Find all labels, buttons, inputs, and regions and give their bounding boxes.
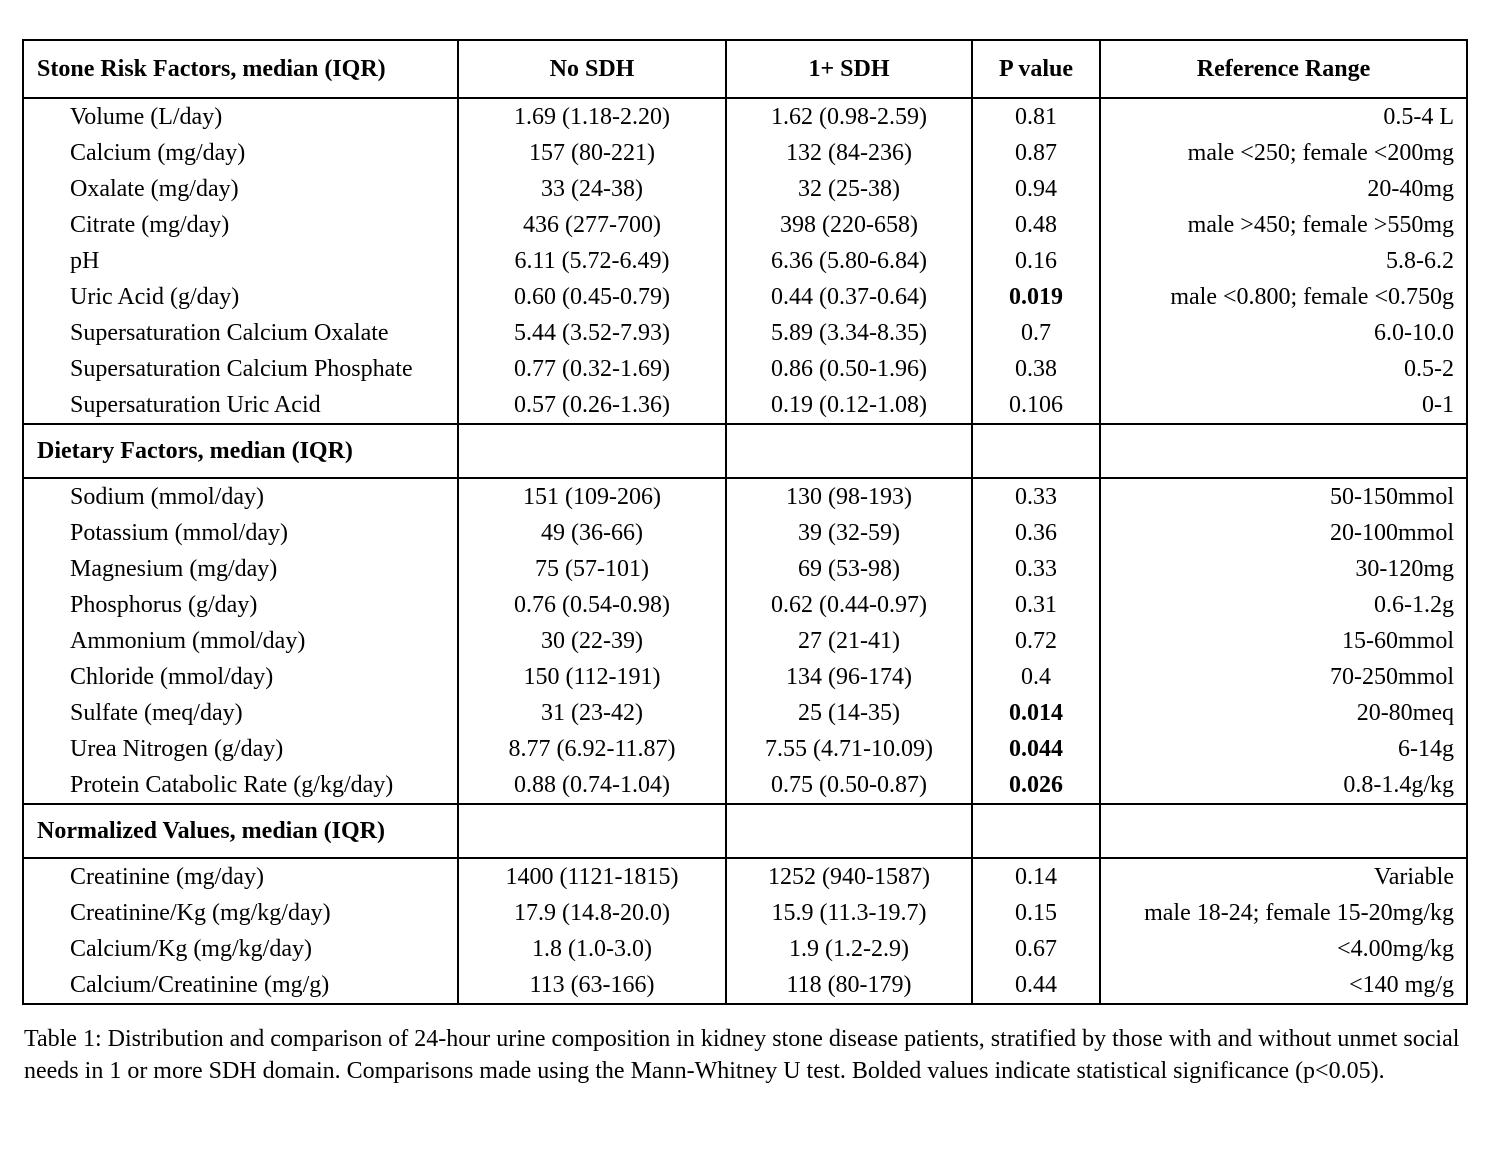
table-row: [23, 858, 1467, 895]
table-row: [23, 135, 1467, 171]
header-no-sdh: No SDH: [458, 40, 726, 98]
p-value: 0.36: [972, 515, 1100, 551]
reference-range: 70-250mmol: [1100, 659, 1467, 695]
p-value: 0.31: [972, 587, 1100, 623]
sdh-value: 0.19 (0.12-1.08): [726, 387, 972, 424]
p-value: 0.33: [972, 551, 1100, 587]
p-value: 0.4: [972, 659, 1100, 695]
no-sdh-value: 0.77 (0.32-1.69): [458, 351, 726, 387]
normalized-section-header: [23, 804, 1467, 858]
row-label: Sodium (mmol/day): [23, 478, 458, 515]
no-sdh-value: 30 (22-39): [458, 623, 726, 659]
reference-range: male 18-24; female 15-20mg/kg: [1100, 895, 1467, 931]
header-reference-range: Reference Range: [1100, 40, 1467, 98]
reference-range: 20-40mg: [1100, 171, 1467, 207]
p-value: 0.67: [972, 931, 1100, 967]
p-value: 0.16: [972, 243, 1100, 279]
table-row: [23, 515, 1467, 551]
sdh-value: 69 (53-98): [726, 551, 972, 587]
row-label: Uric Acid (g/day): [23, 279, 458, 315]
table-row: [23, 171, 1467, 207]
p-value: 0.019: [972, 279, 1100, 315]
reference-range: 6-14g: [1100, 731, 1467, 767]
p-value: 0.044: [972, 731, 1100, 767]
row-label: Ammonium (mmol/day): [23, 623, 458, 659]
row-label: pH: [23, 243, 458, 279]
table-row: [23, 315, 1467, 351]
p-value: 0.15: [972, 895, 1100, 931]
table-row: [23, 98, 1467, 135]
no-sdh-value: 6.11 (5.72-6.49): [458, 243, 726, 279]
no-sdh-value: 151 (109-206): [458, 478, 726, 515]
table-row: [23, 387, 1467, 424]
sdh-value: 118 (80-179): [726, 967, 972, 1004]
header-p-value: P value: [972, 40, 1100, 98]
p-value: 0.81: [972, 98, 1100, 135]
no-sdh-value: 31 (23-42): [458, 695, 726, 731]
no-sdh-value: 8.77 (6.92-11.87): [458, 731, 726, 767]
table-row: [23, 279, 1467, 315]
reference-range: 0-1: [1100, 387, 1467, 424]
table-row: [23, 623, 1467, 659]
reference-range: 6.0-10.0: [1100, 315, 1467, 351]
table-row: [23, 967, 1467, 1004]
sdh-value: 5.89 (3.34-8.35): [726, 315, 972, 351]
p-value: 0.38: [972, 351, 1100, 387]
row-label: Calcium/Creatinine (mg/g): [23, 967, 458, 1004]
no-sdh-value: 150 (112-191): [458, 659, 726, 695]
no-sdh-value: 0.60 (0.45-0.79): [458, 279, 726, 315]
table-row: [23, 695, 1467, 731]
sdh-value: 1252 (940-1587): [726, 858, 972, 895]
row-label: Sulfate (meq/day): [23, 695, 458, 731]
dietary-factors-heading: Dietary Factors, median (IQR): [23, 424, 458, 478]
reference-range: 0.8-1.4g/kg: [1100, 767, 1467, 804]
sdh-value: 1.9 (1.2-2.9): [726, 931, 972, 967]
p-value: 0.026: [972, 767, 1100, 804]
reference-range: 50-150mmol: [1100, 478, 1467, 515]
row-label: Protein Catabolic Rate (g/kg/day): [23, 767, 458, 804]
row-label: Supersaturation Calcium Phosphate: [23, 351, 458, 387]
reference-range: 20-80meq: [1100, 695, 1467, 731]
row-label: Citrate (mg/day): [23, 207, 458, 243]
stone-risk-section: [23, 98, 1467, 424]
sdh-value: 32 (25-38): [726, 171, 972, 207]
no-sdh-value: 49 (36-66): [458, 515, 726, 551]
sdh-value: 0.44 (0.37-0.64): [726, 279, 972, 315]
row-label: Supersaturation Calcium Oxalate: [23, 315, 458, 351]
sdh-value: 0.75 (0.50-0.87): [726, 767, 972, 804]
table-row: [23, 243, 1467, 279]
reference-range: <4.00mg/kg: [1100, 931, 1467, 967]
row-label: Oxalate (mg/day): [23, 171, 458, 207]
p-value: 0.87: [972, 135, 1100, 171]
sdh-value: 7.55 (4.71-10.09): [726, 731, 972, 767]
p-value: 0.48: [972, 207, 1100, 243]
no-sdh-value: 1400 (1121-1815): [458, 858, 726, 895]
p-value: 0.014: [972, 695, 1100, 731]
sdh-value: 1.62 (0.98-2.59): [726, 98, 972, 135]
header-stone-risk-factors: Stone Risk Factors, median (IQR): [23, 40, 458, 98]
sdh-value: 27 (21-41): [726, 623, 972, 659]
row-label: Urea Nitrogen (g/day): [23, 731, 458, 767]
no-sdh-value: 0.88 (0.74-1.04): [458, 767, 726, 804]
row-label: Phosphorus (g/day): [23, 587, 458, 623]
normalized-values-heading: Normalized Values, median (IQR): [23, 804, 458, 858]
dietary-section-header: [23, 424, 1467, 478]
reference-range: <140 mg/g: [1100, 967, 1467, 1004]
row-label: Potassium (mmol/day): [23, 515, 458, 551]
sdh-value: 398 (220-658): [726, 207, 972, 243]
reference-range: 30-120mg: [1100, 551, 1467, 587]
table-row: [23, 551, 1467, 587]
reference-range: 20-100mmol: [1100, 515, 1467, 551]
reference-range: male <250; female <200mg: [1100, 135, 1467, 171]
row-label: Volume (L/day): [23, 98, 458, 135]
sdh-value: 39 (32-59): [726, 515, 972, 551]
sdh-value: 0.86 (0.50-1.96): [726, 351, 972, 387]
reference-range: 0.6-1.2g: [1100, 587, 1467, 623]
table-row: [23, 895, 1467, 931]
row-label: Creatinine/Kg (mg/kg/day): [23, 895, 458, 931]
sdh-value: 0.62 (0.44-0.97): [726, 587, 972, 623]
sdh-value: 134 (96-174): [726, 659, 972, 695]
table-row: [23, 478, 1467, 515]
table-row: [23, 931, 1467, 967]
no-sdh-value: 1.69 (1.18-2.20): [458, 98, 726, 135]
p-value: 0.7: [972, 315, 1100, 351]
no-sdh-value: 0.57 (0.26-1.36): [458, 387, 726, 424]
normalized-section: [23, 858, 1467, 1004]
row-label: Supersaturation Uric Acid: [23, 387, 458, 424]
p-value: 0.33: [972, 478, 1100, 515]
table-row: [23, 659, 1467, 695]
row-label: Creatinine (mg/day): [23, 858, 458, 895]
p-value: 0.14: [972, 858, 1100, 895]
table-row: [23, 207, 1467, 243]
sdh-value: 130 (98-193): [726, 478, 972, 515]
urine-composition-table: [22, 39, 1468, 1005]
no-sdh-value: 75 (57-101): [458, 551, 726, 587]
p-value: 0.72: [972, 623, 1100, 659]
table-row: [23, 767, 1467, 804]
no-sdh-value: 0.76 (0.54-0.98): [458, 587, 726, 623]
no-sdh-value: 5.44 (3.52-7.93): [458, 315, 726, 351]
sdh-value: 25 (14-35): [726, 695, 972, 731]
no-sdh-value: 113 (63-166): [458, 967, 726, 1004]
table-row: [23, 351, 1467, 387]
reference-range: male <0.800; female <0.750g: [1100, 279, 1467, 315]
p-value: 0.106: [972, 387, 1100, 424]
table-row: [23, 731, 1467, 767]
p-value: 0.94: [972, 171, 1100, 207]
dietary-section: [23, 478, 1467, 804]
reference-range: 15-60mmol: [1100, 623, 1467, 659]
table-row: [23, 587, 1467, 623]
table-caption: Table 1: Distribution and comparison of 24-hour urine composition in kidney stone disease patients, stratified by those with and without unmet social needs in 1 or more SDH domain. Comparisons made using the Mann-Whitney U test. Bolded values indicate statistical significance (p<0.05).: [24, 1026, 1460, 1084]
table-header-row: [23, 40, 1467, 98]
p-value: 0.44: [972, 967, 1100, 1004]
no-sdh-value: 157 (80-221): [458, 135, 726, 171]
sdh-value: 132 (84-236): [726, 135, 972, 171]
reference-range: Variable: [1100, 858, 1467, 895]
sdh-value: 6.36 (5.80-6.84): [726, 243, 972, 279]
section-header-row: [23, 424, 1467, 478]
section-header-row: [23, 804, 1467, 858]
no-sdh-value: 1.8 (1.0-3.0): [458, 931, 726, 967]
header-1plus-sdh: 1+ SDH: [726, 40, 972, 98]
row-label: Magnesium (mg/day): [23, 551, 458, 587]
sdh-value: 15.9 (11.3-19.7): [726, 895, 972, 931]
row-label: Calcium/Kg (mg/kg/day): [23, 931, 458, 967]
row-label: Chloride (mmol/day): [23, 659, 458, 695]
no-sdh-value: 33 (24-38): [458, 171, 726, 207]
reference-range: male >450; female >550mg: [1100, 207, 1467, 243]
no-sdh-value: 17.9 (14.8-20.0): [458, 895, 726, 931]
reference-range: 5.8-6.2: [1100, 243, 1467, 279]
row-label: Calcium (mg/day): [23, 135, 458, 171]
reference-range: 0.5-4 L: [1100, 98, 1467, 135]
no-sdh-value: 436 (277-700): [458, 207, 726, 243]
reference-range: 0.5-2: [1100, 351, 1467, 387]
